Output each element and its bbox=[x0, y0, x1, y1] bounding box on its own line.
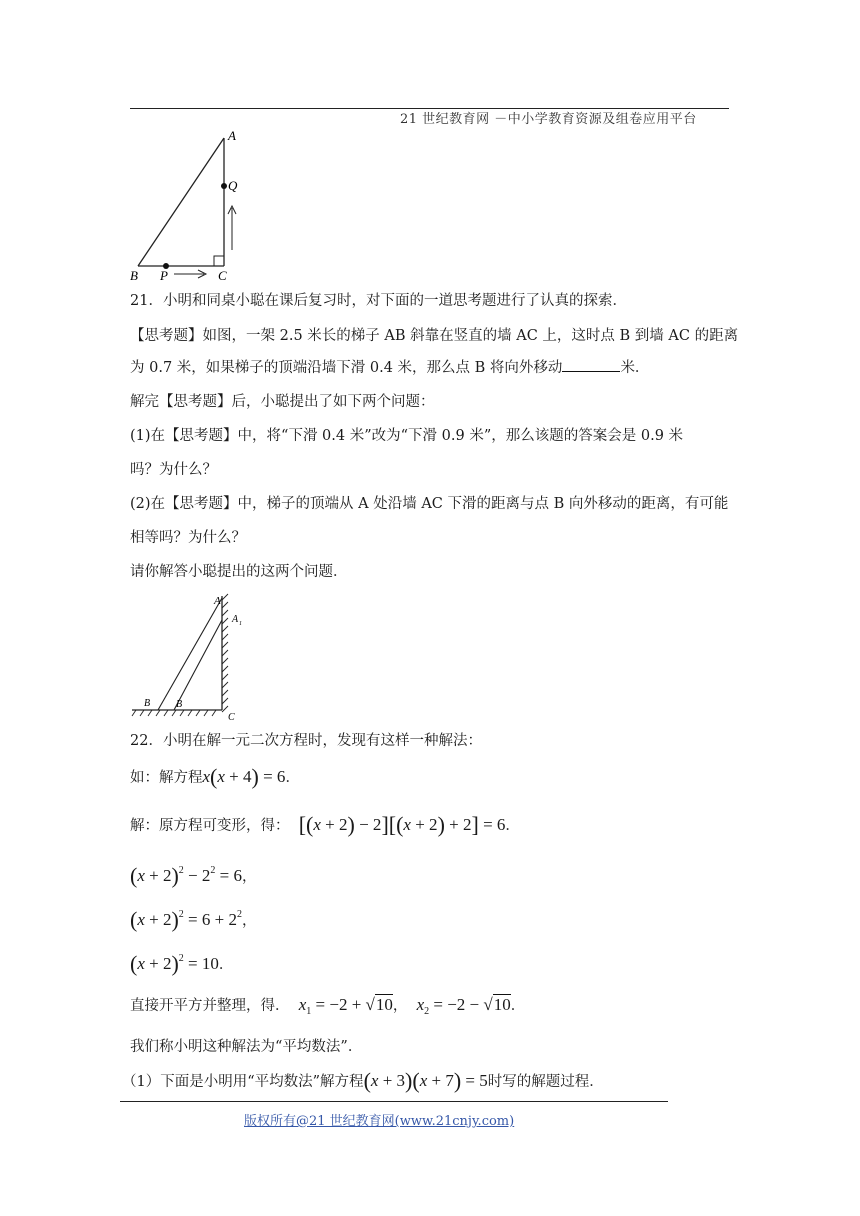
q22-part1: （1）下面是小明用“平均数法”解方程(x + 3)(x + 7) = 5时写的解题过程． bbox=[122, 1068, 604, 1093]
q21-line-9: 请你解答小聪提出的这两个问题． bbox=[130, 564, 348, 580]
label-a1-subscript: 1 bbox=[239, 621, 242, 627]
q21-line-3a: 为 0.7 米，如果梯子的顶端沿墙下滑 0.4 米，那么点 B 将向外移动 bbox=[130, 360, 563, 376]
label-a: A bbox=[228, 128, 236, 143]
footer-copyright-link[interactable]: 版权所有@21 世纪教育网(www.21cnjy.com) bbox=[244, 1114, 515, 1129]
footer-rule bbox=[120, 1101, 668, 1102]
q22-solution: 解：原方程可变形，得： [(x + 2) − 2][(x + 2) + 2] = 6． bbox=[130, 812, 520, 837]
q21-line-8: 相等吗？为什么？ bbox=[130, 530, 246, 546]
q21-line-1: 21．小明和同桌小聪在课后复习时，对下面的一道思考题进行了认真的探索． bbox=[130, 293, 627, 309]
label-p: P bbox=[160, 268, 168, 283]
label-a: A bbox=[214, 595, 221, 607]
q21-line-7: (2)在【思考题】中，梯子的顶端从 A 处沿墙 AC 下滑的距离与点 B 向外移动的距离，有可能 bbox=[130, 496, 729, 512]
q21-line-5: (1)在【思考题】中，将“下滑 0.4 米”改为“下滑 0.9 米”，那么该题的答案会是 0.9 米 bbox=[130, 428, 684, 444]
q21-line-2: 【思考题】如图，一架 2.5 米长的梯子 AB 斜靠在竖直的墙 AC 上，这时点 B 到墙 AC 的距离 bbox=[130, 328, 739, 344]
label-b: B bbox=[144, 698, 151, 709]
q21-line-4: 解完【思考题】后，小聪提出了如下两个问题： bbox=[130, 394, 435, 410]
q22-part1-suffix: 时写的解题过程． bbox=[487, 1074, 604, 1090]
q22-step-3: $(x + 2)^2 = 10$． bbox=[130, 951, 234, 976]
q22-step-2: $(x + 2)^2 = 6 + 2^2$， bbox=[130, 907, 257, 932]
label-c: C bbox=[228, 712, 235, 722]
q21-line-3 bbox=[130, 357, 730, 379]
figure-triangle-abc bbox=[126, 126, 246, 284]
q21-line-3b: 米． bbox=[620, 360, 650, 376]
figure-ladder-wall bbox=[128, 590, 248, 722]
label-b: B bbox=[130, 268, 138, 283]
q22-final: 直接开平方并整理，得． $x_1 = -2 + √10$， $x_2 = -2 - √10$． bbox=[130, 995, 526, 1017]
header-title: 21 世纪教育网 －中小学教育资源及组卷应用平台 bbox=[400, 112, 697, 127]
q22-part1-prefix: （1）下面是小明用“平均数法”解方程 bbox=[122, 1074, 364, 1090]
q22-step-1: $(x + 2)^2 - 2^2 = 6$， bbox=[130, 863, 257, 888]
q22-final-prefix: 直接开平方并整理，得． bbox=[130, 998, 290, 1014]
label-a1: A bbox=[232, 614, 239, 625]
label-b1: B bbox=[176, 699, 183, 710]
q22-naming: 我们称小明这种解法为“平均数法”． bbox=[130, 1039, 363, 1055]
q21-line-6: 吗？为什么？ bbox=[130, 462, 217, 478]
label-q: Q bbox=[228, 178, 238, 193]
q22-intro: 22．小明在解一元二次方程时，发现有这样一种解法： bbox=[130, 733, 482, 749]
q22-example-prefix: 如：解方程 bbox=[130, 770, 203, 786]
q22-example: 如：解方程x(x + 4) = 6． bbox=[130, 764, 300, 789]
q22-solution-prefix: 解：原方程可变形，得： bbox=[130, 818, 290, 834]
answer-blank bbox=[562, 359, 620, 372]
label-c: C bbox=[218, 268, 227, 283]
